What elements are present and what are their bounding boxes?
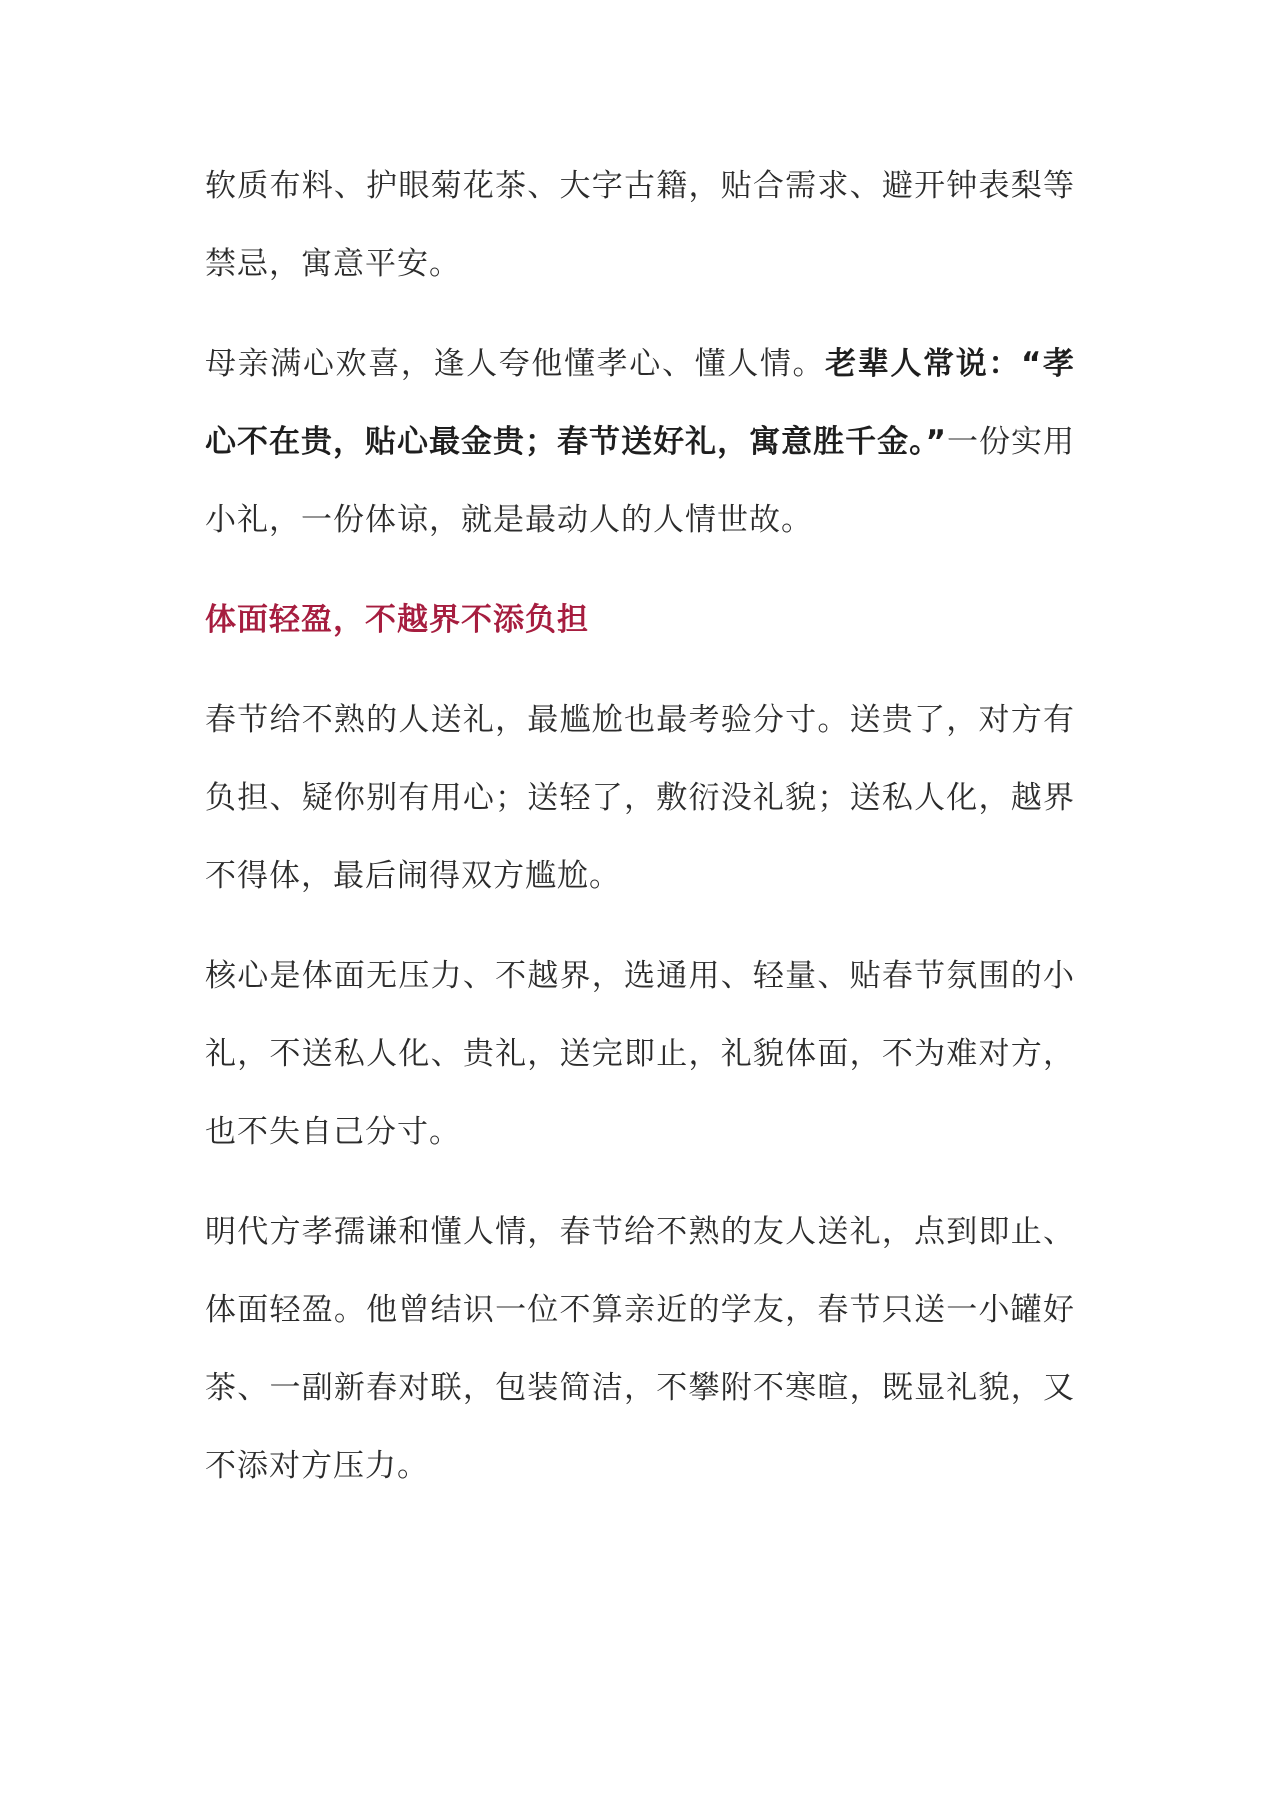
paragraph-gifts-for-mother: [205, 147, 1075, 303]
elder-saying-quote: 老辈人常说：“孝心不在贵，贴心最金贵；春节送好礼，寓意胜千金。”: [205, 346, 1076, 460]
section-heading: 体面轻盈，不越界不添负担: [205, 602, 589, 638]
paragraph-gift-dilemma: [205, 681, 1075, 915]
paragraph-mother-joy: [205, 325, 1075, 559]
paragraph-text: 春节给不熟的人送礼，最尴尬也最考验分寸。送贵了，对方有负担、疑你别有用心；送轻了，敷衍没礼貌；送私人化，越界不得体，最后闹得双方尴尬。: [205, 702, 1075, 894]
article-body: [205, 147, 1075, 1527]
paragraph-historical-example: [205, 1193, 1075, 1505]
paragraph-text: 明代方孝孺谦和懂人情，春节给不熟的友人送礼，点到即止、体面轻盈。他曾结识一位不算亲近的学友，春节只送一小罐好茶、一副新春对联，包装简洁，不攀附不寒暄，既显礼貌，又不添对方压力。: [205, 1214, 1075, 1484]
paragraph-text: 软质布料、护眼菊花茶、大字古籍，贴合需求、避开钟表梨等禁忌，寓意平安。: [205, 168, 1075, 282]
paragraph-core-principle: [205, 937, 1075, 1171]
paragraph-tail-text: 一份实用小礼，一份体谅，就是最动人的人情世故。: [205, 424, 1076, 538]
paragraph-text: 核心是体面无压力、不越界，选通用、轻量、贴春节氛围的小礼，不送私人化、贵礼，送完即止，礼貌体面，不为难对方，也不失自己分寸。: [205, 958, 1075, 1150]
paragraph-lead-text: 母亲满心欢喜，逢人夸他懂孝心、懂人情。: [205, 346, 826, 382]
